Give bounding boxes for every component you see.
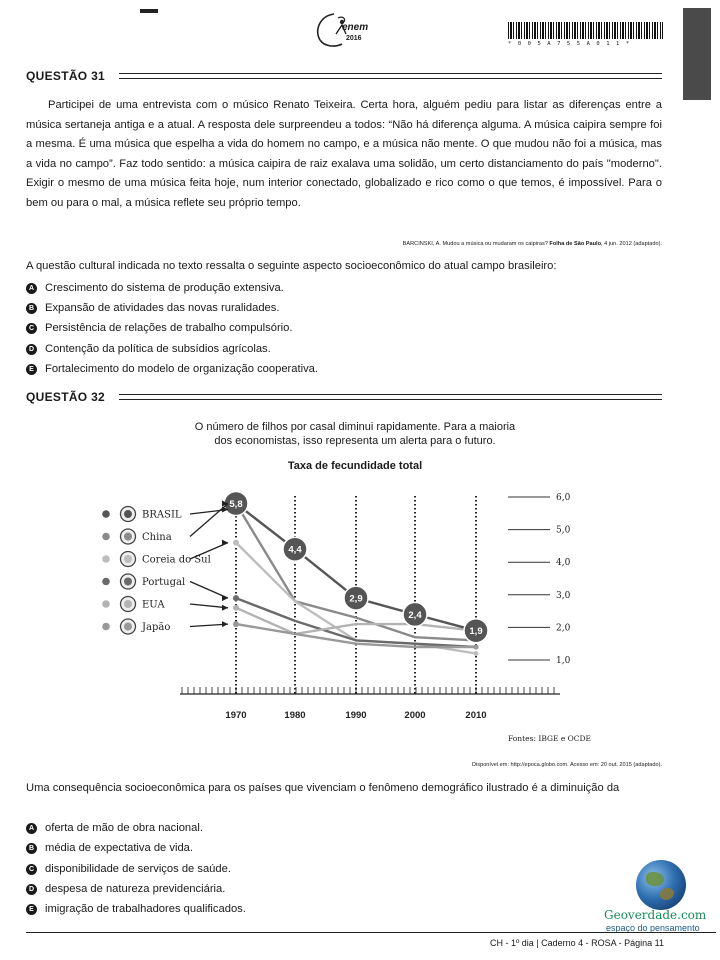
enem-logo: [312, 8, 372, 50]
citation-prefix: BARCINSKI, A. Mudou a música ou mudaram os caipiras?: [402, 241, 550, 247]
legend-dot: [102, 578, 110, 586]
question-31-citation: [403, 241, 662, 247]
page-mark: [140, 9, 158, 13]
legend-label: China: [142, 532, 172, 543]
option-text: Crescimento do sistema de produção extensiva.: [45, 282, 284, 294]
option-letter: C: [26, 864, 37, 875]
barcode-bars: [508, 22, 663, 39]
option-text: oferta de mão de obra nacional.: [45, 822, 203, 834]
legend-flag-inner: [124, 555, 132, 563]
logo-word: enem: [342, 22, 369, 33]
legend-flag-inner: [124, 578, 132, 586]
x-tick-label: 2010: [465, 710, 487, 721]
legend-dot: [102, 510, 110, 518]
header-rule: [119, 73, 662, 79]
y-tick-label: 2,0: [556, 623, 571, 634]
watermark-site: Geoverdade.com: [604, 908, 707, 922]
brasil-data-label: 4,4: [288, 544, 302, 556]
option-letter: E: [26, 904, 37, 915]
q31-option-a[interactable]: [26, 280, 284, 296]
question-32-title: QUESTÃO 32: [26, 390, 106, 404]
logo-year: 2016: [346, 35, 362, 42]
legend-label: BRASIL: [142, 509, 182, 521]
legend-label: Coreia do Sul: [142, 554, 211, 566]
question-31-stem: A questão cultural indicada no texto ressalta o seguinte aspecto socioeconômico do atual campo brasileiro:: [26, 260, 557, 272]
y-tick-label: 5,0: [556, 525, 571, 536]
series-start-point: [233, 595, 239, 601]
q32-option-d[interactable]: [26, 881, 225, 897]
q31-option-d[interactable]: [26, 341, 271, 357]
chart-availability: Disponível em: http://epoca.globo.com. Acesso em: 20 out. 2015 (adaptado).: [472, 762, 662, 768]
q32-option-a[interactable]: [26, 820, 203, 836]
continent-shape: [660, 888, 674, 900]
legend-flag-inner: [124, 600, 132, 608]
q31-option-e[interactable]: [26, 361, 318, 377]
side-tab: [683, 8, 711, 100]
legend-dot: [102, 623, 110, 631]
option-text: disponibilidade de serviços de saúde.: [45, 863, 231, 875]
series-start-point: [233, 605, 239, 611]
option-text: média de expectativa de vida.: [45, 842, 194, 854]
option-letter: A: [26, 823, 37, 834]
chart-headline-2: dos economistas, isso representa um alerta para o futuro.: [214, 435, 496, 447]
legend-pointer-arrow: [222, 605, 228, 611]
legend-pointer-arrow: [222, 540, 228, 546]
option-text: Contenção da política de subsídios agrícolas.: [45, 343, 271, 355]
series-start-point: [233, 540, 239, 546]
y-tick-label: 6,0: [556, 493, 571, 503]
option-text: imigração de trabalhadores qualificados.: [45, 903, 246, 915]
header-rule: [119, 394, 662, 400]
option-letter: D: [26, 884, 37, 895]
legend-flag-inner: [124, 510, 132, 518]
brasil-data-label: 2,4: [408, 609, 422, 621]
fertility-chart: [0, 470, 720, 740]
legend-pointer-arrow: [222, 621, 228, 627]
y-tick-label: 3,0: [556, 590, 571, 601]
legend-dot: [102, 600, 110, 608]
y-tick-label: 4,0: [556, 558, 571, 569]
option-letter: D: [26, 344, 37, 355]
q31-option-b[interactable]: [26, 300, 279, 316]
footer-rule: [26, 932, 716, 933]
q32-option-c[interactable]: [26, 861, 231, 877]
barcode: [508, 22, 663, 47]
legend-label: Japão: [142, 622, 171, 633]
brasil-data-label: 1,9: [469, 626, 483, 638]
question-31-title: QUESTÃO 31: [26, 69, 106, 83]
x-tick-label: 2000: [404, 710, 426, 721]
chart-sources: Fontes: IBGE e OCDE: [508, 734, 592, 743]
option-text: Expansão de atividades das novas ruralidades.: [45, 302, 280, 314]
option-text: Persistência de relações de trabalho compulsório.: [45, 322, 293, 334]
legend-label: Portugal: [142, 577, 186, 588]
legend-dot: [102, 533, 110, 541]
series-end-point: [474, 651, 479, 656]
q32-option-b[interactable]: [26, 840, 193, 856]
option-letter: B: [26, 303, 37, 314]
question-32-stem: Uma consequência socioeconômica para os países que vivenciam o fenômeno demográfico ilustrado é a diminuição da: [26, 782, 620, 794]
brasil-data-label: 2,9: [349, 593, 363, 605]
option-text: despesa de natureza previdenciária.: [45, 883, 226, 895]
option-text: Fortalecimento do modelo de organização cooperativa.: [45, 363, 319, 375]
barcode-text: * 0 0 5 A 7 5 5 A 0 1 1 *: [508, 41, 631, 47]
x-tick-label: 1970: [225, 710, 247, 721]
legend-dot: [102, 555, 110, 563]
option-letter: A: [26, 283, 37, 294]
brasil-data-label: 5,8: [229, 499, 243, 510]
globe-icon: [636, 860, 686, 910]
continent-shape: [646, 872, 664, 886]
legend-flag-inner: [124, 533, 132, 541]
legend-label: EUA: [142, 599, 165, 611]
page-footer: CH - 1º dia | Caderno 4 - ROSA - Página 11: [489, 938, 664, 948]
q31-option-c[interactable]: [26, 320, 293, 336]
x-tick-label: 1990: [345, 710, 367, 721]
x-tick-label: 1980: [284, 710, 306, 721]
question-31-text: Participei de uma entrevista com o músico Renato Teixeira. Certa hora, alguém pediu para listar as diferenças entre a música sertaneja antiga e a atual. A resposta dele surpreendeu a todos: “Não há diferença alguma. A música caipira sempre foi a mesma. É uma música que espelha a vida do homem no campo, e a música não mente. O que mudou não foi a música, mas a vida no campo”. Faz todo sentido: a música caipira de raiz exalava uma solidão, um certo distanciamento do país "moderno". Exigir o mesmo de uma música feita hoje, num interior conectado, globalizado e rico como o que temos, é impossível. Para o bem ou para o mal, a música reflete seu próprio tempo.: [26, 99, 662, 209]
question-32-header: [26, 390, 662, 404]
q32-option-e[interactable]: [26, 901, 246, 917]
legend-pointer-line: [190, 504, 228, 537]
watermark-tagline: espaço do pensamento: [606, 923, 700, 933]
chart-title: Taxa de fecundidade total: [287, 460, 423, 472]
question-31-header: [26, 69, 662, 83]
y-tick-label: 1,0: [556, 656, 571, 666]
chart-headline-1: O número de filhos por casal diminui rapidamente. Para a maioria: [194, 421, 516, 433]
citation-source: Folha de São Paulo: [549, 241, 602, 247]
legend-flag-inner: [124, 623, 132, 631]
citation-suffix: , 4 jun. 2012 (adaptado).: [601, 241, 662, 247]
legend-pointer-arrow: [222, 595, 228, 601]
option-letter: C: [26, 323, 37, 334]
series-end-point: [474, 645, 479, 650]
series-start-point: [233, 621, 239, 627]
option-letter: B: [26, 843, 37, 854]
option-letter: E: [26, 364, 37, 375]
